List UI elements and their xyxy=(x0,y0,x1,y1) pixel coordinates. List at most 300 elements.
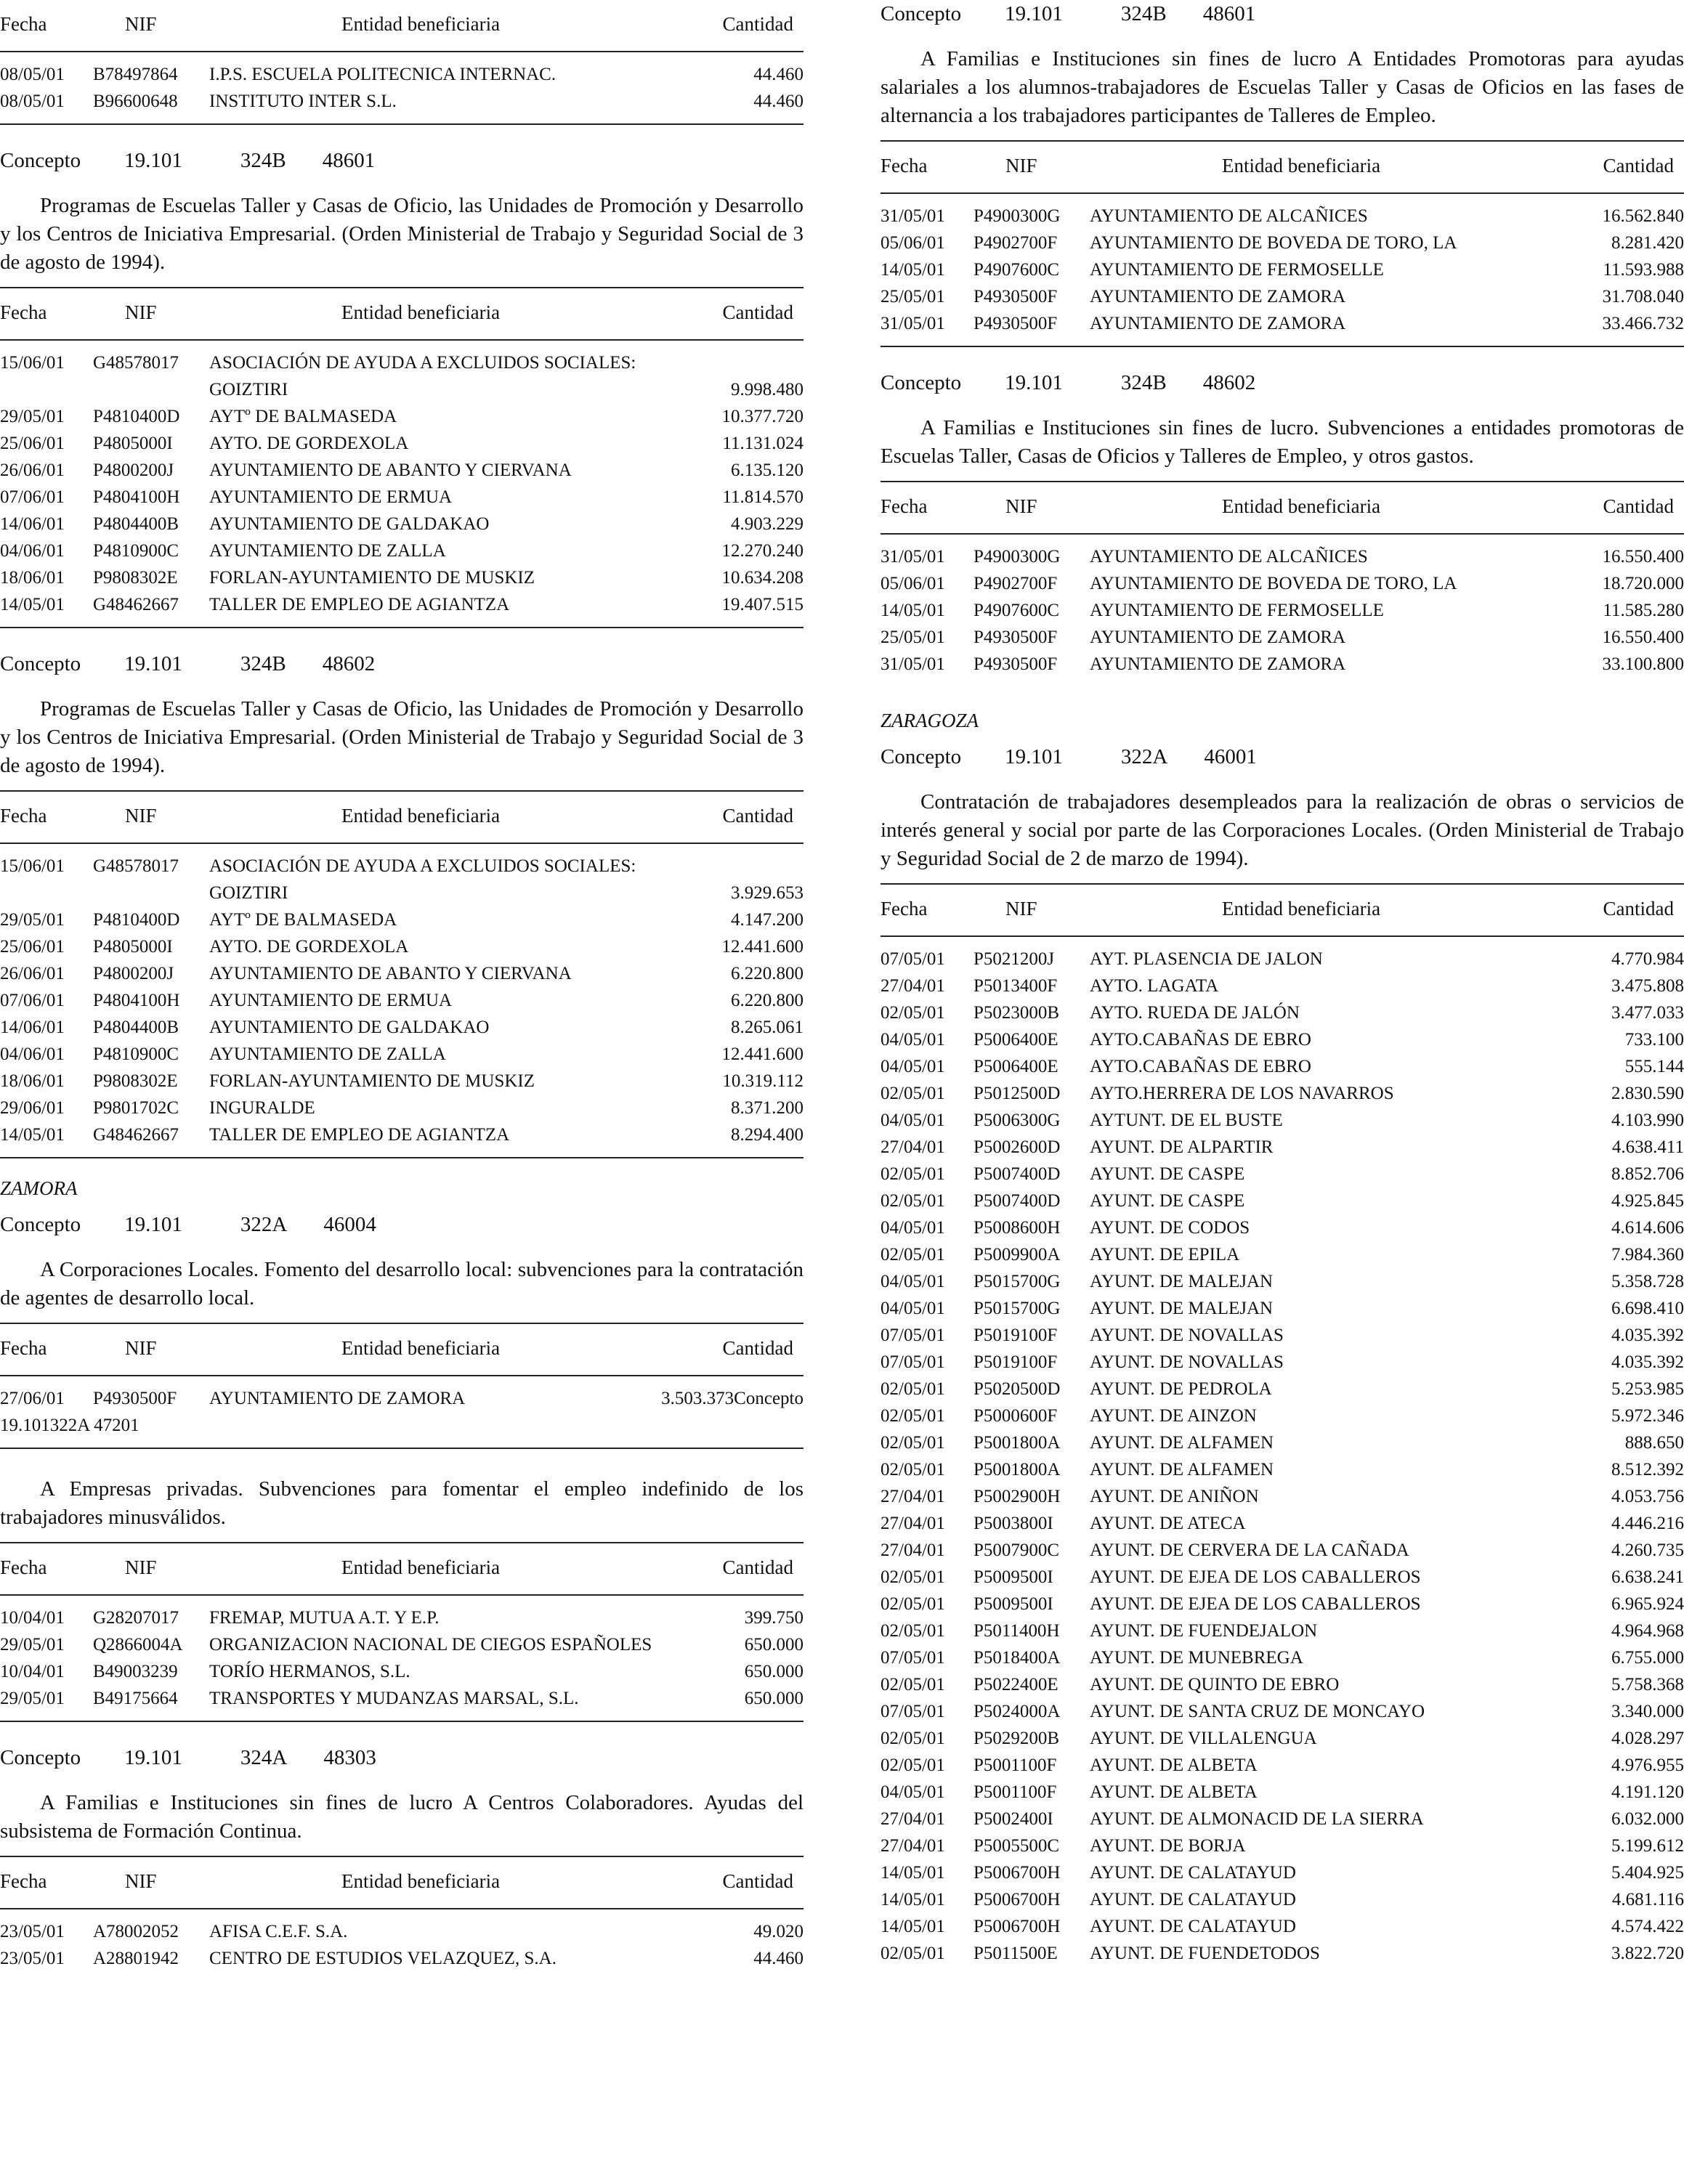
table-row xyxy=(0,1631,803,1658)
table-row xyxy=(0,987,803,1014)
cell-nif: B78497864 xyxy=(93,65,178,84)
table-body xyxy=(881,535,1684,686)
cell-cantidad: 6.755.000 xyxy=(1611,1648,1684,1668)
table-row xyxy=(881,1698,1684,1725)
cell-cantidad: 10.319.112 xyxy=(722,1071,803,1091)
cell-cantidad: 5.404.925 xyxy=(1611,1863,1684,1883)
cell-cantidad: 9.998.480 xyxy=(731,380,803,399)
cell-entidad: AYTO. LAGATA xyxy=(1090,976,1219,996)
table-header xyxy=(0,1324,803,1375)
cell-nif: P5019100F xyxy=(973,1352,1058,1372)
column-nif: NIF xyxy=(1005,495,1037,517)
cell-cantidad: 4.053.756 xyxy=(1611,1487,1684,1506)
cell-cantidad: 11.585.280 xyxy=(1603,601,1684,620)
concept-label: Concepto xyxy=(0,1213,81,1236)
concept-code: 19.101 xyxy=(1005,745,1063,768)
table-row xyxy=(881,283,1684,310)
column-entidad: Entidad beneficiaria xyxy=(341,805,501,827)
cell-entidad: AYTO.HERRERA DE LOS NAVARROS xyxy=(1090,1084,1394,1103)
cell-entidad: AYUNT. DE ALBETA xyxy=(1090,1782,1258,1802)
cell-nif: B96600648 xyxy=(93,92,178,111)
table-row xyxy=(0,1385,803,1412)
cell-nif: P5008600H xyxy=(973,1218,1061,1238)
table-row xyxy=(0,61,803,88)
cell-nif: P5020500D xyxy=(973,1379,1061,1399)
cell-cantidad: 8.852.706 xyxy=(1611,1164,1684,1184)
cell-fecha: 31/05/01 xyxy=(881,547,945,567)
region-heading-zamora: ZAMORA xyxy=(0,1177,78,1199)
section-description: Programas de Escuelas Taller y Casas de Oficio, las Unidades de Promoción y Desarrollo y los Centros de Iniciativa Empresarial. (Orden Ministerial de Trabajo y Seguridad Social de 3 de agosto de 1994). xyxy=(0,194,803,274)
table-row xyxy=(0,1604,803,1631)
cell-fecha: 07/05/01 xyxy=(881,1352,945,1372)
cell-entidad: AYUNTAMIENTO DE ZAMORA xyxy=(1090,628,1346,647)
cell-nif: P9808302E xyxy=(93,1071,178,1091)
cell-nif: P4902700F xyxy=(973,574,1058,593)
table-row xyxy=(881,1537,1684,1564)
cell-fecha: 29/05/01 xyxy=(0,407,65,426)
cell-fecha: 02/05/01 xyxy=(881,1460,945,1479)
concept-label: Concepto xyxy=(0,652,81,675)
cell-cantidad: 8.512.392 xyxy=(1611,1460,1684,1479)
cell-nif: P4907600C xyxy=(973,260,1060,280)
cell-fecha: 25/05/01 xyxy=(881,287,945,307)
table-row xyxy=(881,1859,1684,1886)
table-row xyxy=(881,1134,1684,1161)
table-row xyxy=(0,537,803,564)
cell-fecha: 07/06/01 xyxy=(0,487,65,507)
cell-fecha: 29/05/01 xyxy=(0,910,65,930)
column-entidad: Entidad beneficiaria xyxy=(1222,495,1381,517)
table-row xyxy=(881,1402,1684,1429)
cell-cantidad: 12.441.600 xyxy=(721,1044,803,1064)
table-row xyxy=(881,1591,1684,1617)
cell-entidad: AFISA C.E.F. S.A. xyxy=(209,1922,348,1941)
cell-nif: P4810900C xyxy=(93,541,179,561)
table-left-5 xyxy=(0,1856,803,1981)
table-row xyxy=(881,1886,1684,1913)
concept-code: 19.101 xyxy=(124,1213,182,1236)
concept-label: Concepto xyxy=(0,1746,81,1769)
column-entidad: Entidad beneficiaria xyxy=(341,1556,501,1578)
cell-cantidad: 888.650 xyxy=(1624,1433,1684,1453)
cell-fecha: 02/05/01 xyxy=(881,1944,945,1963)
table-rule xyxy=(0,1157,803,1158)
cell-cantidad: 44.460 xyxy=(753,92,803,111)
cell-nif: P4800200J xyxy=(93,964,174,983)
cell-entidad: TALLER DE EMPLEO DE AGIANTZA xyxy=(209,595,510,614)
cell-fecha: 27/04/01 xyxy=(881,1514,945,1533)
cell-cantidad: 3.503.373Concepto xyxy=(661,1389,803,1408)
cell-entidad: AYUNTAMIENTO DE FERMOSELLE xyxy=(1090,260,1384,280)
table-body xyxy=(881,194,1684,346)
table-row xyxy=(881,597,1684,624)
cell-fecha: 27/04/01 xyxy=(881,976,945,996)
cell-nif: P5029200B xyxy=(973,1729,1060,1748)
cell-nif: G48578017 xyxy=(93,353,179,373)
cell-cantidad: 4.035.392 xyxy=(1611,1352,1684,1372)
cell-entidad: AYUNTAMIENTO DE ABANTO Y CIERVANA xyxy=(209,964,572,983)
cell-fecha: 14/06/01 xyxy=(0,1018,65,1037)
cell-nif: P5002600D xyxy=(973,1137,1061,1157)
table-rule xyxy=(0,123,803,125)
cell-nif: P5009500I xyxy=(973,1594,1053,1614)
cell-fecha: 14/05/01 xyxy=(0,1125,65,1145)
cell-cantidad: 31.708.040 xyxy=(1602,287,1684,307)
cell-entidad: AYUNT. DE MALEJAN xyxy=(1090,1272,1274,1291)
cell-fecha: 27/04/01 xyxy=(881,1487,945,1506)
cell-fecha: 14/05/01 xyxy=(0,595,65,614)
cell-cantidad: 3.929.653 xyxy=(731,883,803,903)
cell-nif: B49175664 xyxy=(93,1689,178,1708)
cell-cantidad: 33.100.800 xyxy=(1602,654,1684,674)
cell-fecha: 14/05/01 xyxy=(881,1863,945,1883)
table-row xyxy=(881,543,1684,570)
table-header xyxy=(0,288,803,339)
cell-entidad: AYUNT. DE ALFAMEN xyxy=(1090,1460,1274,1479)
cell-nif: P4800200J xyxy=(93,460,174,480)
concept-code: 19.101 xyxy=(124,149,182,172)
cell-fecha: 25/06/01 xyxy=(0,937,65,957)
cell-entidad: AYUNTAMIENTO DE ZALLA xyxy=(209,541,446,561)
cell-fecha: 23/05/01 xyxy=(0,1922,65,1941)
cell-entidad: AYUNT. DE SANTA CRUZ DE MONCAYO xyxy=(1090,1702,1425,1721)
column-entidad: Entidad beneficiaria xyxy=(341,1870,501,1892)
cell-nif: P4930500F xyxy=(973,287,1058,307)
table-row xyxy=(881,203,1684,230)
cell-nif: P5013400F xyxy=(973,976,1058,996)
cell-cantidad: 650.000 xyxy=(744,1662,803,1681)
cell-nif: P5022400E xyxy=(973,1675,1058,1694)
table-row xyxy=(0,1945,803,1972)
cell-cantidad: 33.466.732 xyxy=(1602,314,1684,333)
column-entidad: Entidad beneficiaria xyxy=(1222,155,1381,176)
cell-cantidad: 5.972.346 xyxy=(1611,1406,1684,1426)
column-cantidad: Cantidad xyxy=(1603,898,1674,920)
cell-fecha: 02/05/01 xyxy=(881,1755,945,1775)
cell-entidad: AYTº DE BALMASEDA xyxy=(209,910,397,930)
cell-nif: A28801942 xyxy=(93,1949,179,1968)
cell-fecha: 07/06/01 xyxy=(0,991,65,1010)
cell-fecha: 29/05/01 xyxy=(0,1635,65,1655)
cell-nif: P4810400D xyxy=(93,407,180,426)
cell-nif: Q2866004A xyxy=(93,1635,183,1655)
table-row xyxy=(0,484,803,511)
cell-nif: P5006300G xyxy=(973,1111,1061,1130)
table-row-continuation: 19.101322A 47201 xyxy=(0,1416,139,1435)
table-row xyxy=(881,1429,1684,1456)
cell-nif: P4900300G xyxy=(973,547,1061,567)
cell-entidad: AYUNT. DE ALBETA xyxy=(1090,1755,1258,1775)
cell-cantidad: 3.477.033 xyxy=(1611,1003,1684,1023)
cell-entidad: AYUNTAMIENTO DE ZAMORA xyxy=(209,1389,466,1408)
cell-entidad: AYUNTAMIENTO DE BOVEDA DE TORO, LA xyxy=(1090,574,1457,593)
table-rule xyxy=(0,1721,803,1722)
table-body xyxy=(0,52,803,123)
table-row xyxy=(881,256,1684,283)
cell-entidad: ASOCIACIÓN DE AYUDA A EXCLUIDOS SOCIALES: GOIZTIRI xyxy=(209,856,636,903)
table-row xyxy=(881,1779,1684,1806)
cell-fecha: 07/05/01 xyxy=(881,949,945,969)
cell-nif: P4804100H xyxy=(93,487,180,507)
cell-fecha: 18/06/01 xyxy=(0,1071,65,1091)
concept-code: 19.101 xyxy=(1005,371,1063,394)
table-row xyxy=(881,1188,1684,1214)
cell-cantidad: 6.220.800 xyxy=(731,964,803,983)
cell-cantidad: 4.964.968 xyxy=(1611,1621,1684,1641)
cell-fecha: 02/05/01 xyxy=(881,1729,945,1748)
cell-nif: P5007400D xyxy=(973,1164,1061,1184)
cell-fecha: 27/04/01 xyxy=(881,1809,945,1829)
cell-nif: P5006700H xyxy=(973,1863,1061,1883)
right-column xyxy=(881,0,1684,1976)
table-row xyxy=(0,591,803,618)
cell-fecha: 02/05/01 xyxy=(881,1567,945,1587)
cell-entidad: AYUNT. DE MUNEBREGA xyxy=(1090,1648,1303,1668)
cell-nif: B49003239 xyxy=(93,1662,178,1681)
table-row xyxy=(881,570,1684,597)
cell-nif: P4930500F xyxy=(973,628,1058,647)
table-row xyxy=(0,853,803,906)
cell-nif: P5006400E xyxy=(973,1057,1058,1076)
table-body xyxy=(0,1376,803,1448)
cell-entidad: FORLAN-AYUNTAMIENTO DE MUSKIZ xyxy=(209,568,535,588)
cell-nif: P5006700H xyxy=(973,1890,1061,1909)
cell-entidad: AYUNT. DE ALMONACID DE LA SIERRA xyxy=(1090,1809,1424,1829)
concept-label: Concepto xyxy=(881,745,962,768)
cell-cantidad: 4.103.990 xyxy=(1611,1111,1684,1130)
cell-cantidad: 6.638.241 xyxy=(1611,1567,1684,1587)
table-left-0 xyxy=(0,0,803,125)
cell-fecha: 02/05/01 xyxy=(881,1191,945,1211)
concept-program: 322A xyxy=(240,1213,288,1236)
cell-fecha: 14/06/01 xyxy=(0,514,65,534)
concept-program: 324B xyxy=(240,652,286,675)
cell-fecha: 04/06/01 xyxy=(0,1044,65,1064)
column-cantidad: Cantidad xyxy=(722,1337,793,1359)
cell-nif: P5001100F xyxy=(973,1782,1057,1802)
cell-entidad: AYUNTAMIENTO DE ZALLA xyxy=(209,1044,446,1064)
table-left-1 xyxy=(0,287,803,628)
cell-nif: P4902700F xyxy=(973,233,1058,253)
concept-line xyxy=(0,650,803,678)
column-entidad: Entidad beneficiaria xyxy=(341,1337,501,1359)
column-nif: NIF xyxy=(125,13,157,35)
cell-cantidad: 5.199.612 xyxy=(1611,1836,1684,1856)
cell-fecha: 10/04/01 xyxy=(0,1662,65,1681)
cell-nif: P4930500F xyxy=(973,314,1058,333)
cell-entidad: ORGANIZACION NACIONAL DE CIEGOS ESPAÑOLES xyxy=(209,1635,652,1655)
cell-fecha: 15/06/01 xyxy=(0,856,65,876)
column-fecha: Fecha xyxy=(0,805,47,827)
table-row xyxy=(881,1564,1684,1591)
cell-entidad: AYUNT. DE AINZON xyxy=(1090,1406,1257,1426)
column-cantidad: Cantidad xyxy=(722,13,793,35)
cell-nif: G48462667 xyxy=(93,595,179,614)
cell-cantidad: 4.446.216 xyxy=(1611,1514,1684,1533)
column-entidad: Entidad beneficiaria xyxy=(341,13,501,35)
cell-cantidad: 8.371.200 xyxy=(731,1098,803,1118)
cell-fecha: 02/05/01 xyxy=(881,1621,945,1641)
table-header xyxy=(0,1857,803,1908)
cell-nif: P5007400D xyxy=(973,1191,1061,1211)
cell-nif: P5006400E xyxy=(973,1030,1058,1050)
section-description: A Empresas privadas. Subvenciones para fomentar el empleo indefinido de los trabajadores minusválidos. xyxy=(0,1477,803,1529)
cell-entidad: AYTO. DE GORDEXOLA xyxy=(209,434,409,453)
column-fecha: Fecha xyxy=(881,898,928,920)
cell-cantidad: 4.260.735 xyxy=(1611,1540,1684,1560)
cell-cantidad: 19.407.515 xyxy=(721,595,803,614)
table-row xyxy=(881,1053,1684,1080)
column-fecha: Fecha xyxy=(0,1337,47,1359)
concept-subconcept: 46004 xyxy=(323,1213,376,1236)
table-row xyxy=(881,1671,1684,1698)
concept-program: 324B xyxy=(1120,371,1167,394)
table-row xyxy=(881,1107,1684,1134)
table-right-3 xyxy=(881,883,1684,1976)
cell-nif: A78002052 xyxy=(93,1922,179,1941)
cell-entidad: AYUNT. DE CASPE xyxy=(1090,1164,1245,1184)
cell-entidad: AYUNT. DE EJEA DE LOS CABALLEROS xyxy=(1090,1567,1421,1587)
cell-entidad: AYUNTAMIENTO DE BOVEDA DE TORO, LA xyxy=(1090,233,1457,253)
cell-nif: P5001100F xyxy=(973,1755,1057,1775)
table-row xyxy=(0,403,803,430)
cell-cantidad: 44.460 xyxy=(753,65,803,84)
cell-nif: P4804100H xyxy=(93,991,180,1010)
cell-cantidad: 49.020 xyxy=(753,1922,803,1941)
cell-entidad: AYUNTAMIENTO DE ZAMORA xyxy=(1090,314,1346,333)
table-row xyxy=(0,1121,803,1148)
cell-fecha: 31/05/01 xyxy=(881,654,945,674)
cell-cantidad: 4.770.984 xyxy=(1611,949,1684,969)
cell-nif: P4810400D xyxy=(93,910,180,930)
cell-entidad: AYUNT. DE NOVALLAS xyxy=(1090,1326,1284,1345)
column-cantidad: Cantidad xyxy=(722,1870,793,1892)
table-row xyxy=(0,88,803,115)
table-row xyxy=(881,1644,1684,1671)
cell-fecha: 08/05/01 xyxy=(0,92,65,111)
cell-fecha: 02/05/01 xyxy=(881,1379,945,1399)
concept-label: Concepto xyxy=(0,149,81,172)
cell-cantidad: 4.614.606 xyxy=(1611,1218,1684,1238)
cell-fecha: 04/05/01 xyxy=(881,1272,945,1291)
cell-entidad: TORÍO HERMANOS, S.L. xyxy=(209,1662,410,1681)
cell-fecha: 25/05/01 xyxy=(881,628,945,647)
cell-fecha: 07/05/01 xyxy=(881,1326,945,1345)
cell-entidad: CENTRO DE ESTUDIOS VELAZQUEZ, S.A. xyxy=(209,1949,556,1968)
cell-entidad: AYUNT. DE QUINTO DE EBRO xyxy=(1090,1675,1340,1694)
cell-cantidad: 11.131.024 xyxy=(722,434,803,453)
cell-nif: P4930500F xyxy=(93,1389,177,1408)
cell-nif: P5024000A xyxy=(973,1702,1061,1721)
cell-cantidad: 44.460 xyxy=(753,1949,803,1968)
concept-code: 19.101 xyxy=(1005,2,1063,25)
table-header xyxy=(0,0,803,51)
table-row xyxy=(881,1376,1684,1402)
cell-nif: P5006700H xyxy=(973,1917,1061,1936)
table-row xyxy=(0,1658,803,1685)
concept-subconcept: 48602 xyxy=(1202,371,1256,394)
cell-nif: P4907600C xyxy=(973,601,1060,620)
cell-fecha: 04/05/01 xyxy=(881,1057,945,1076)
cell-entidad: AYUNTAMIENTO DE GALDAKAO xyxy=(209,514,490,534)
concept-subconcept: 46001 xyxy=(1204,745,1257,768)
column-cantidad: Cantidad xyxy=(1603,155,1674,176)
cell-fecha: 02/05/01 xyxy=(881,1675,945,1694)
table-row xyxy=(881,1161,1684,1188)
column-nif: NIF xyxy=(125,1556,157,1578)
cell-entidad: AYTO. DE GORDEXOLA xyxy=(209,937,409,957)
column-nif: NIF xyxy=(125,1337,157,1359)
cell-entidad: AYUNT. DE NOVALLAS xyxy=(1090,1352,1284,1372)
cell-entidad: AYUNTAMIENTO DE ALCAÑICES xyxy=(1090,206,1368,226)
cell-entidad: INSTITUTO INTER S.L. xyxy=(209,92,397,111)
column-nif: NIF xyxy=(125,301,157,323)
table-header xyxy=(881,482,1684,533)
cell-fecha: 04/05/01 xyxy=(881,1218,945,1238)
cell-fecha: 02/05/01 xyxy=(881,1084,945,1103)
cell-nif: G48462667 xyxy=(93,1125,179,1145)
cell-nif: P9801702C xyxy=(93,1098,179,1118)
cell-entidad: AYUNTAMIENTO DE ERMUA xyxy=(209,487,453,507)
cell-nif: P4804400B xyxy=(93,1018,179,1037)
table-row xyxy=(881,1940,1684,1967)
cell-entidad: AYTO.CABAÑAS DE EBRO xyxy=(1090,1030,1311,1050)
cell-nif: G48578017 xyxy=(93,856,179,876)
table-row xyxy=(881,1026,1684,1053)
table-row xyxy=(0,1068,803,1095)
cell-fecha: 02/05/01 xyxy=(881,1003,945,1023)
cell-cantidad: 5.358.728 xyxy=(1611,1272,1684,1291)
cell-fecha: 23/05/01 xyxy=(0,1949,65,1968)
table-row xyxy=(881,1483,1684,1510)
cell-fecha: 02/05/01 xyxy=(881,1245,945,1264)
cell-fecha: 14/05/01 xyxy=(881,1890,945,1909)
cell-fecha: 27/04/01 xyxy=(881,1540,945,1560)
cell-fecha: 04/05/01 xyxy=(881,1299,945,1318)
cell-entidad: AYUNTAMIENTO DE ZAMORA xyxy=(1090,287,1346,307)
cell-cantidad: 11.593.988 xyxy=(1603,260,1684,280)
cell-nif: P5009900A xyxy=(973,1245,1061,1264)
table-header xyxy=(0,792,803,843)
cell-nif: P5019100F xyxy=(973,1326,1058,1345)
cell-fecha: 15/06/01 xyxy=(0,353,65,373)
cell-fecha: 04/05/01 xyxy=(881,1111,945,1130)
region-heading-zaragoza: ZARAGOZA xyxy=(881,710,979,731)
table-row xyxy=(881,1832,1684,1859)
cell-cantidad: 4.028.297 xyxy=(1611,1729,1684,1748)
cell-fecha: 02/05/01 xyxy=(881,1433,945,1453)
table-row xyxy=(881,999,1684,1026)
column-entidad: Entidad beneficiaria xyxy=(1222,898,1381,920)
table-rule xyxy=(881,346,1684,347)
cell-fecha: 31/05/01 xyxy=(881,314,945,333)
cell-cantidad: 6.135.120 xyxy=(731,460,803,480)
table-row xyxy=(881,651,1684,678)
cell-cantidad: 2.830.590 xyxy=(1611,1084,1684,1103)
cell-nif: P4805000I xyxy=(93,937,173,957)
table-row xyxy=(0,1095,803,1121)
cell-entidad: ASOCIACIÓN DE AYUDA A EXCLUIDOS SOCIALES: GOIZTIRI xyxy=(209,353,636,399)
column-nif: NIF xyxy=(1005,155,1037,176)
table-row xyxy=(881,1510,1684,1537)
table-row xyxy=(881,1214,1684,1241)
column-nif: NIF xyxy=(125,1870,157,1892)
column-nif: NIF xyxy=(125,805,157,827)
cell-fecha: 31/05/01 xyxy=(881,206,945,226)
cell-cantidad: 4.035.392 xyxy=(1611,1326,1684,1345)
table-row xyxy=(0,933,803,960)
cell-entidad: AYUNT. DE FUENDETODOS xyxy=(1090,1944,1320,1963)
